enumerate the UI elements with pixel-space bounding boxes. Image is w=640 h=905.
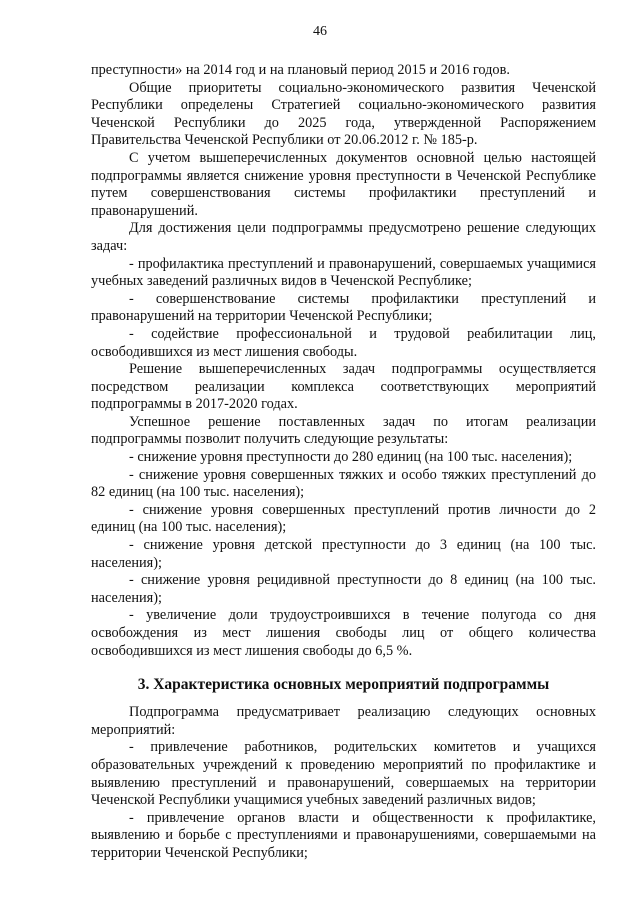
paragraph: - совершенствование системы профилактики преступлений и правонарушений на территории Чеченской Республики;: [91, 290, 596, 325]
paragraph: Подпрограмма предусматривает реализацию следующих основных мероприятий:: [91, 704, 596, 738]
paragraph: Общие приоритеты социально-экономического развития Чеченской Республики определены Стратегией социально-экономического развития Чеченской Республики до 2025 года, утвержденной Распоряжением Правительства Чеченской Республики от 20.06.2012 г. № 185-р.: [91, 79, 596, 149]
paragraph: Решение вышеперечисленных задач подпрограммы осуществляется посредством реализации комплекса соответствующих мероприятий подпрограммы в 2017-2020 годах.: [91, 361, 596, 413]
paragraphs-after-section: [91, 704, 596, 862]
paragraph: Для достижения цели подпрограммы предусмотрено решение следующих задач:: [91, 220, 596, 254]
section-heading: 3. Характеристика основных мероприятий подпрограммы: [137, 676, 550, 694]
document-body: [91, 62, 596, 863]
paragraph: - снижение уровня рецидивной преступности до 8 единиц (на 100 тыс. населения);: [91, 572, 596, 606]
paragraph: - увеличение доли трудоустроившихся в течение полугода со дня освобождения из мест лишения свободы лиц от общего количества освободившихся из мест лишения свободы до 6,5 %.: [91, 607, 596, 659]
paragraph: преступности» на 2014 год и на плановый период 2015 и 2016 годов.: [91, 62, 510, 78]
paragraph: - профилактика преступлений и правонарушений, совершаемых учащимися учебных заведений различных видов в Чеченской Республике;: [91, 255, 596, 290]
paragraph: С учетом вышеперечисленных документов основной целью настоящей подпрограммы является снижение уровня преступности в Чеченской Республике путем совершенствования системы профилактики преступлений и правонарушений.: [91, 149, 596, 219]
paragraph: - снижение уровня преступности до 280 единиц (на 100 тыс. населения);: [129, 449, 573, 466]
paragraph: Успешное решение поставленных задач по итогам реализации подпрограммы позволит получить следующие результаты:: [91, 413, 596, 448]
page-number: 46: [313, 24, 327, 39]
paragraph: - снижение уровня детской преступности до 3 единиц (на 100 тыс. населения);: [91, 537, 596, 571]
paragraph: - привлечение органов власти и общественности к профилактике, выявлению и борьбе с преступлениями и правонарушениями, совершаемыми на территории Чеченской Республики;: [91, 809, 596, 861]
paragraph: - снижение уровня совершенных преступлений против личности до 2 единиц (на 100 тыс. населения);: [91, 501, 596, 536]
paragraphs-before-section: [91, 62, 596, 660]
paragraph: - снижение уровня совершенных тяжких и особо тяжких преступлений до 82 единиц (на 100 тыс. населения);: [91, 466, 596, 501]
paragraph: - содействие профессиональной и трудовой реабилитации лиц, освободившихся из мест лишения свободы.: [91, 325, 596, 360]
paragraph: - привлечение работников, родительских комитетов и учащихся образовательных учреждений к проведению мероприятий по профилактике и выявлению преступлений и правонарушений, совершаемых на территории Чеченской Республики учащимися учебных заведений различных видов;: [91, 739, 596, 809]
